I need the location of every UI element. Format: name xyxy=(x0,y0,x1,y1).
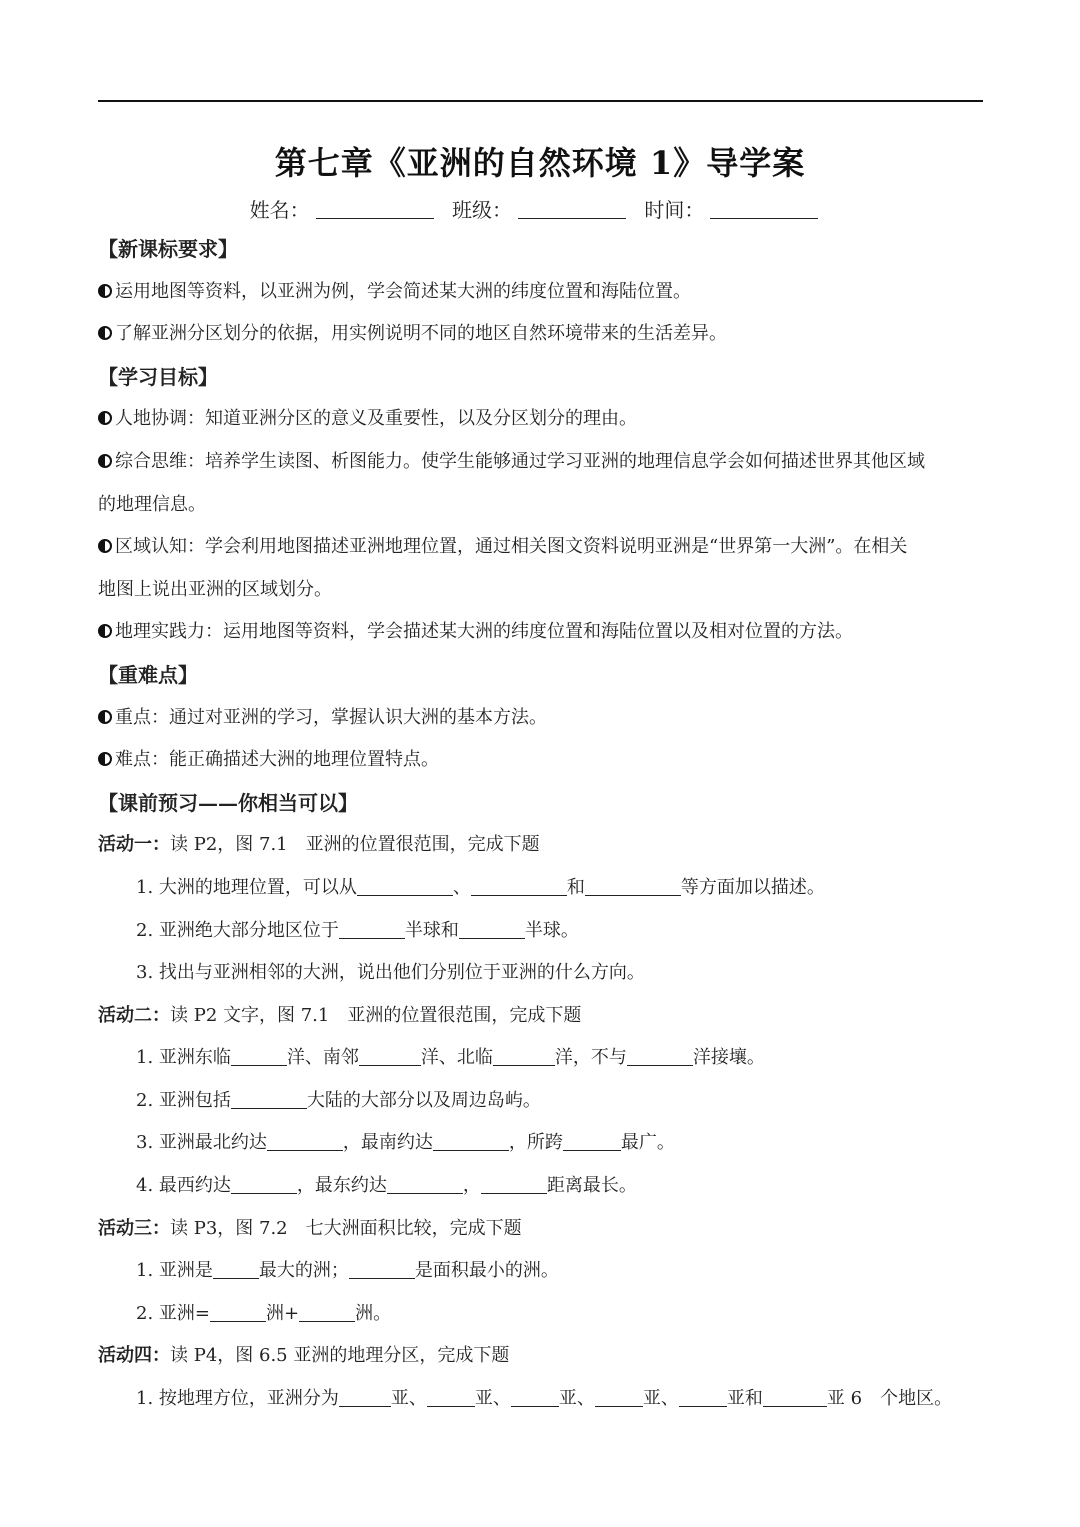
answer-blank[interactable] xyxy=(299,1303,355,1322)
answer-blank[interactable] xyxy=(481,1175,547,1194)
answer-blank[interactable] xyxy=(387,1175,463,1194)
section-heading-preview: 【课前预习——你相当可以】 xyxy=(98,790,358,815)
answer-blank[interactable] xyxy=(763,1388,827,1407)
answer-blank[interactable] xyxy=(339,1388,391,1407)
class-label: 班级： xyxy=(452,198,512,222)
student-info-line xyxy=(0,194,1080,223)
answer-blank[interactable] xyxy=(231,1047,287,1066)
half-circle-bullet-icon xyxy=(98,411,112,425)
answer-blank[interactable] xyxy=(357,877,453,896)
answer-blank[interactable] xyxy=(213,1260,259,1279)
answer-blank[interactable] xyxy=(267,1132,343,1151)
activity-2-q4: 4. 最西约达 ，最东约达 ， 距离最长。 xyxy=(136,1175,637,1197)
answer-blank[interactable] xyxy=(210,1303,266,1322)
answer-blank[interactable] xyxy=(511,1388,559,1407)
goal-item-2: 综合思维：培养学生读图、析图能力。使学生能够通过学习亚洲的地理信息学会如何描述世界其他区域 xyxy=(98,441,983,484)
activity-1-heading: 活动一：读 P2，图 7.1 亚洲的位置很范围，完成下题 xyxy=(98,834,540,856)
answer-blank[interactable] xyxy=(493,1047,555,1066)
answer-blank[interactable] xyxy=(231,1090,307,1109)
activity-1-q3: 3. 找出与亚洲相邻的大洲，说出他们分别位于亚洲的什么方向。 xyxy=(136,962,645,984)
header-rule xyxy=(98,100,983,102)
activity-3-heading: 活动三：读 P3，图 7.2 七大洲面积比较，完成下题 xyxy=(98,1217,522,1239)
answer-blank[interactable] xyxy=(349,1260,415,1279)
section-heading-keypoints: 【重难点】 xyxy=(98,662,198,687)
time-label: 时间： xyxy=(644,198,705,222)
name-label: 姓名： xyxy=(249,198,310,222)
half-circle-bullet-icon xyxy=(98,284,112,298)
answer-blank[interactable] xyxy=(459,920,525,939)
answer-blank[interactable] xyxy=(679,1388,727,1407)
standard-item-1: 运用地图等资料，以亚洲为例，学会简述某大洲的纬度位置和海陆位置。 xyxy=(98,271,983,314)
half-circle-bullet-icon xyxy=(98,326,112,340)
activity-3-q2: 2. 亚洲= 洲+ 洲。 xyxy=(136,1302,392,1324)
half-circle-bullet-icon xyxy=(98,710,112,724)
section-heading-standards: 【新课标要求】 xyxy=(98,237,238,261)
time-field[interactable] xyxy=(710,198,818,219)
answer-blank[interactable] xyxy=(231,1175,297,1194)
goal-item-3-cont: 地图上说出亚洲的区域划分。 xyxy=(98,578,332,600)
activity-3-q1: 1. 亚洲是 最大的洲； 是面积最小的洲。 xyxy=(136,1260,559,1282)
activity-1-q2: 2. 亚洲绝大部分地区位于 半球和 半球。 xyxy=(136,919,579,941)
goal-item-4: 地理实践力：运用地图等资料，学会描述某大洲的纬度位置和海陆位置以及相对位置的方法。 xyxy=(98,611,983,654)
half-circle-bullet-icon xyxy=(98,454,112,468)
goal-item-1: 人地协调：知道亚洲分区的意义及重要性，以及分区划分的理由。 xyxy=(98,398,983,441)
class-field[interactable] xyxy=(518,198,626,219)
activity-2-q2: 2. 亚洲包括 大陆的大部分以及周边岛屿。 xyxy=(136,1089,541,1111)
answer-blank[interactable] xyxy=(339,920,405,939)
worksheet-body xyxy=(98,228,983,1421)
goal-item-2-cont: 的地理信息。 xyxy=(98,493,206,515)
activity-2-heading: 活动二：读 P2 文字，图 7.1 亚洲的位置很范围，完成下题 xyxy=(98,1004,582,1026)
activity-2-q3: 3. 亚洲最北约达 ，最南约达 ，所跨 最广。 xyxy=(136,1132,675,1154)
answer-blank[interactable] xyxy=(595,1388,643,1407)
answer-blank[interactable] xyxy=(359,1047,421,1066)
page-title: 第七章《亚洲的自然环境 1》导学案 xyxy=(274,144,806,182)
answer-blank[interactable] xyxy=(563,1132,621,1151)
half-circle-bullet-icon xyxy=(98,539,112,553)
section-heading-goals: 【学习目标】 xyxy=(98,364,218,389)
answer-blank[interactable] xyxy=(433,1132,509,1151)
goal-item-3: 区域认知：学会利用地图描述亚洲地理位置，通过相关图文资料说明亚洲是“世界第一大洲”。在相关 xyxy=(98,526,983,569)
activity-4-heading: 活动四：读 P4，图 6.5 亚洲的地理分区，完成下题 xyxy=(98,1345,510,1367)
answer-blank[interactable] xyxy=(627,1047,693,1066)
half-circle-bullet-icon xyxy=(98,624,112,638)
half-circle-bullet-icon xyxy=(98,752,112,766)
activity-1-q1: 1. 大洲的地理位置，可以从 、 和 等方面加以描述。 xyxy=(136,876,825,898)
answer-blank[interactable] xyxy=(427,1388,475,1407)
keypoint-item-1: 重点：通过对亚洲的学习，掌握认识大洲的基本方法。 xyxy=(98,697,983,740)
standard-item-2: 了解亚洲分区划分的依据，用实例说明不同的地区自然环境带来的生活差异。 xyxy=(98,313,983,356)
name-field[interactable] xyxy=(316,198,434,219)
keypoint-item-2: 难点：能正确描述大洲的地理位置特点。 xyxy=(98,739,983,782)
answer-blank[interactable] xyxy=(585,877,681,896)
activity-4-q1: 1. 按地理方位，亚洲分为 亚、 亚、 亚、 亚、 亚和 亚 6 个地区。 xyxy=(136,1388,953,1410)
answer-blank[interactable] xyxy=(471,877,567,896)
activity-2-q1: 1. 亚洲东临 洋、南邻 洋、北临 洋，不与 洋接壤。 xyxy=(136,1047,765,1069)
